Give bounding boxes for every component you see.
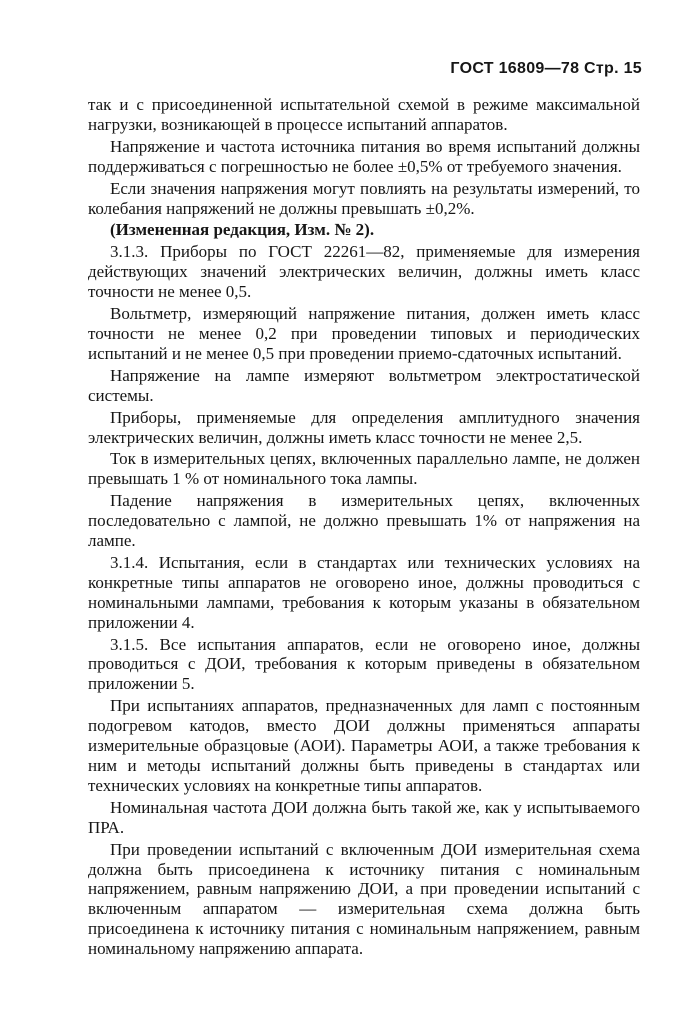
paragraph-lamp-voltage: Напряжение на лампе измеряют вольтметром электростатической системы.: [88, 365, 640, 405]
clause-3-1-4: 3.1.4. Испытания, если в стандартах или технических условиях на конкретные типы аппаратов не оговорено иное, должны проводиться с номинальными лампами, требования к которым указаны в обязательном приложении 4.: [88, 552, 640, 632]
paragraph-continuation: так и с присоединенной испытательной схемой в режиме максимальной нагрузки, возникающей в процессе испытаний аппаратов.: [88, 95, 640, 134]
paragraph-voltage-frequency: Напряжение и частота источника питания во время испытаний должны поддерживаться с погрешностью не более ±0,5% от требуемого значения.: [88, 136, 640, 176]
clause-3-1-5: 3.1.5. Все испытания аппаратов, если не оговорено иное, должны проводиться с ДОИ, требования к которым приведены в обязательном приложении 5.: [88, 634, 640, 694]
amendment-note: (Измененная редакция, Изм. № 2).: [110, 220, 375, 240]
paragraph-measuring-circuit: При проведении испытаний с включенным ДОИ измерительная схема должна быть присоединена к источнику питания с номинальным напряжением, равным напряжению ДОИ, а при проведении испытаний с включенным аппаратом — измерительная схема должна быть присоединена к источнику питания с номинальным напряжением, равным номинальному напряжению аппарата.: [88, 839, 640, 959]
clause-3-1-3: 3.1.3. Приборы по ГОСТ 22261—82, применяемые для измерения действующих значений электрических величин, должны иметь класс точности не менее 0,5.: [88, 242, 640, 302]
paragraph-series-voltage-drop: Падение напряжения в измерительных цепях, включенных последовательно с лампой, не должно превышать 1% от напряжения на лампе.: [88, 491, 640, 551]
page-body: [88, 95, 640, 961]
paragraph-voltmeter: Вольтметр, измеряющий напряжение питания, должен иметь класс точности не менее 0,2 при проведении типовых и периодических испытаний и не менее 0,5 при проведении приемо-сдаточных испытаний.: [88, 304, 640, 363]
paragraph-parallel-current: Ток в измерительных цепях, включенных параллельно лампе, не должен превышать 1 % от номинального тока лампы.: [88, 449, 640, 489]
paragraph-doi-frequency: Номинальная частота ДОИ должна быть такой же, как у испытываемого ПРА.: [88, 797, 640, 837]
paragraph-amplitude-instruments: Приборы, применяемые для определения амплитудного значения электрических величин, должны иметь класс точности не менее 2,5.: [88, 407, 640, 447]
paragraph-aoi: При испытаниях аппаратов, предназначенных для ламп с постоянным подогревом катодов, вместо ДОИ должны применяться аппараты измерительные образцовые (АОИ). Параметры АОИ, а также требования к ним и методы испытаний должны быть приведены в стандартах или технических условиях на конкретные типы аппаратов.: [88, 696, 640, 795]
paragraph-voltage-fluctuation: Если значения напряжения могут повлиять на результаты измерений, то колебания напряжений не должны превышать ±0,2%.: [88, 178, 640, 218]
page-header: ГОСТ 16809—78 Стр. 15: [450, 60, 642, 77]
